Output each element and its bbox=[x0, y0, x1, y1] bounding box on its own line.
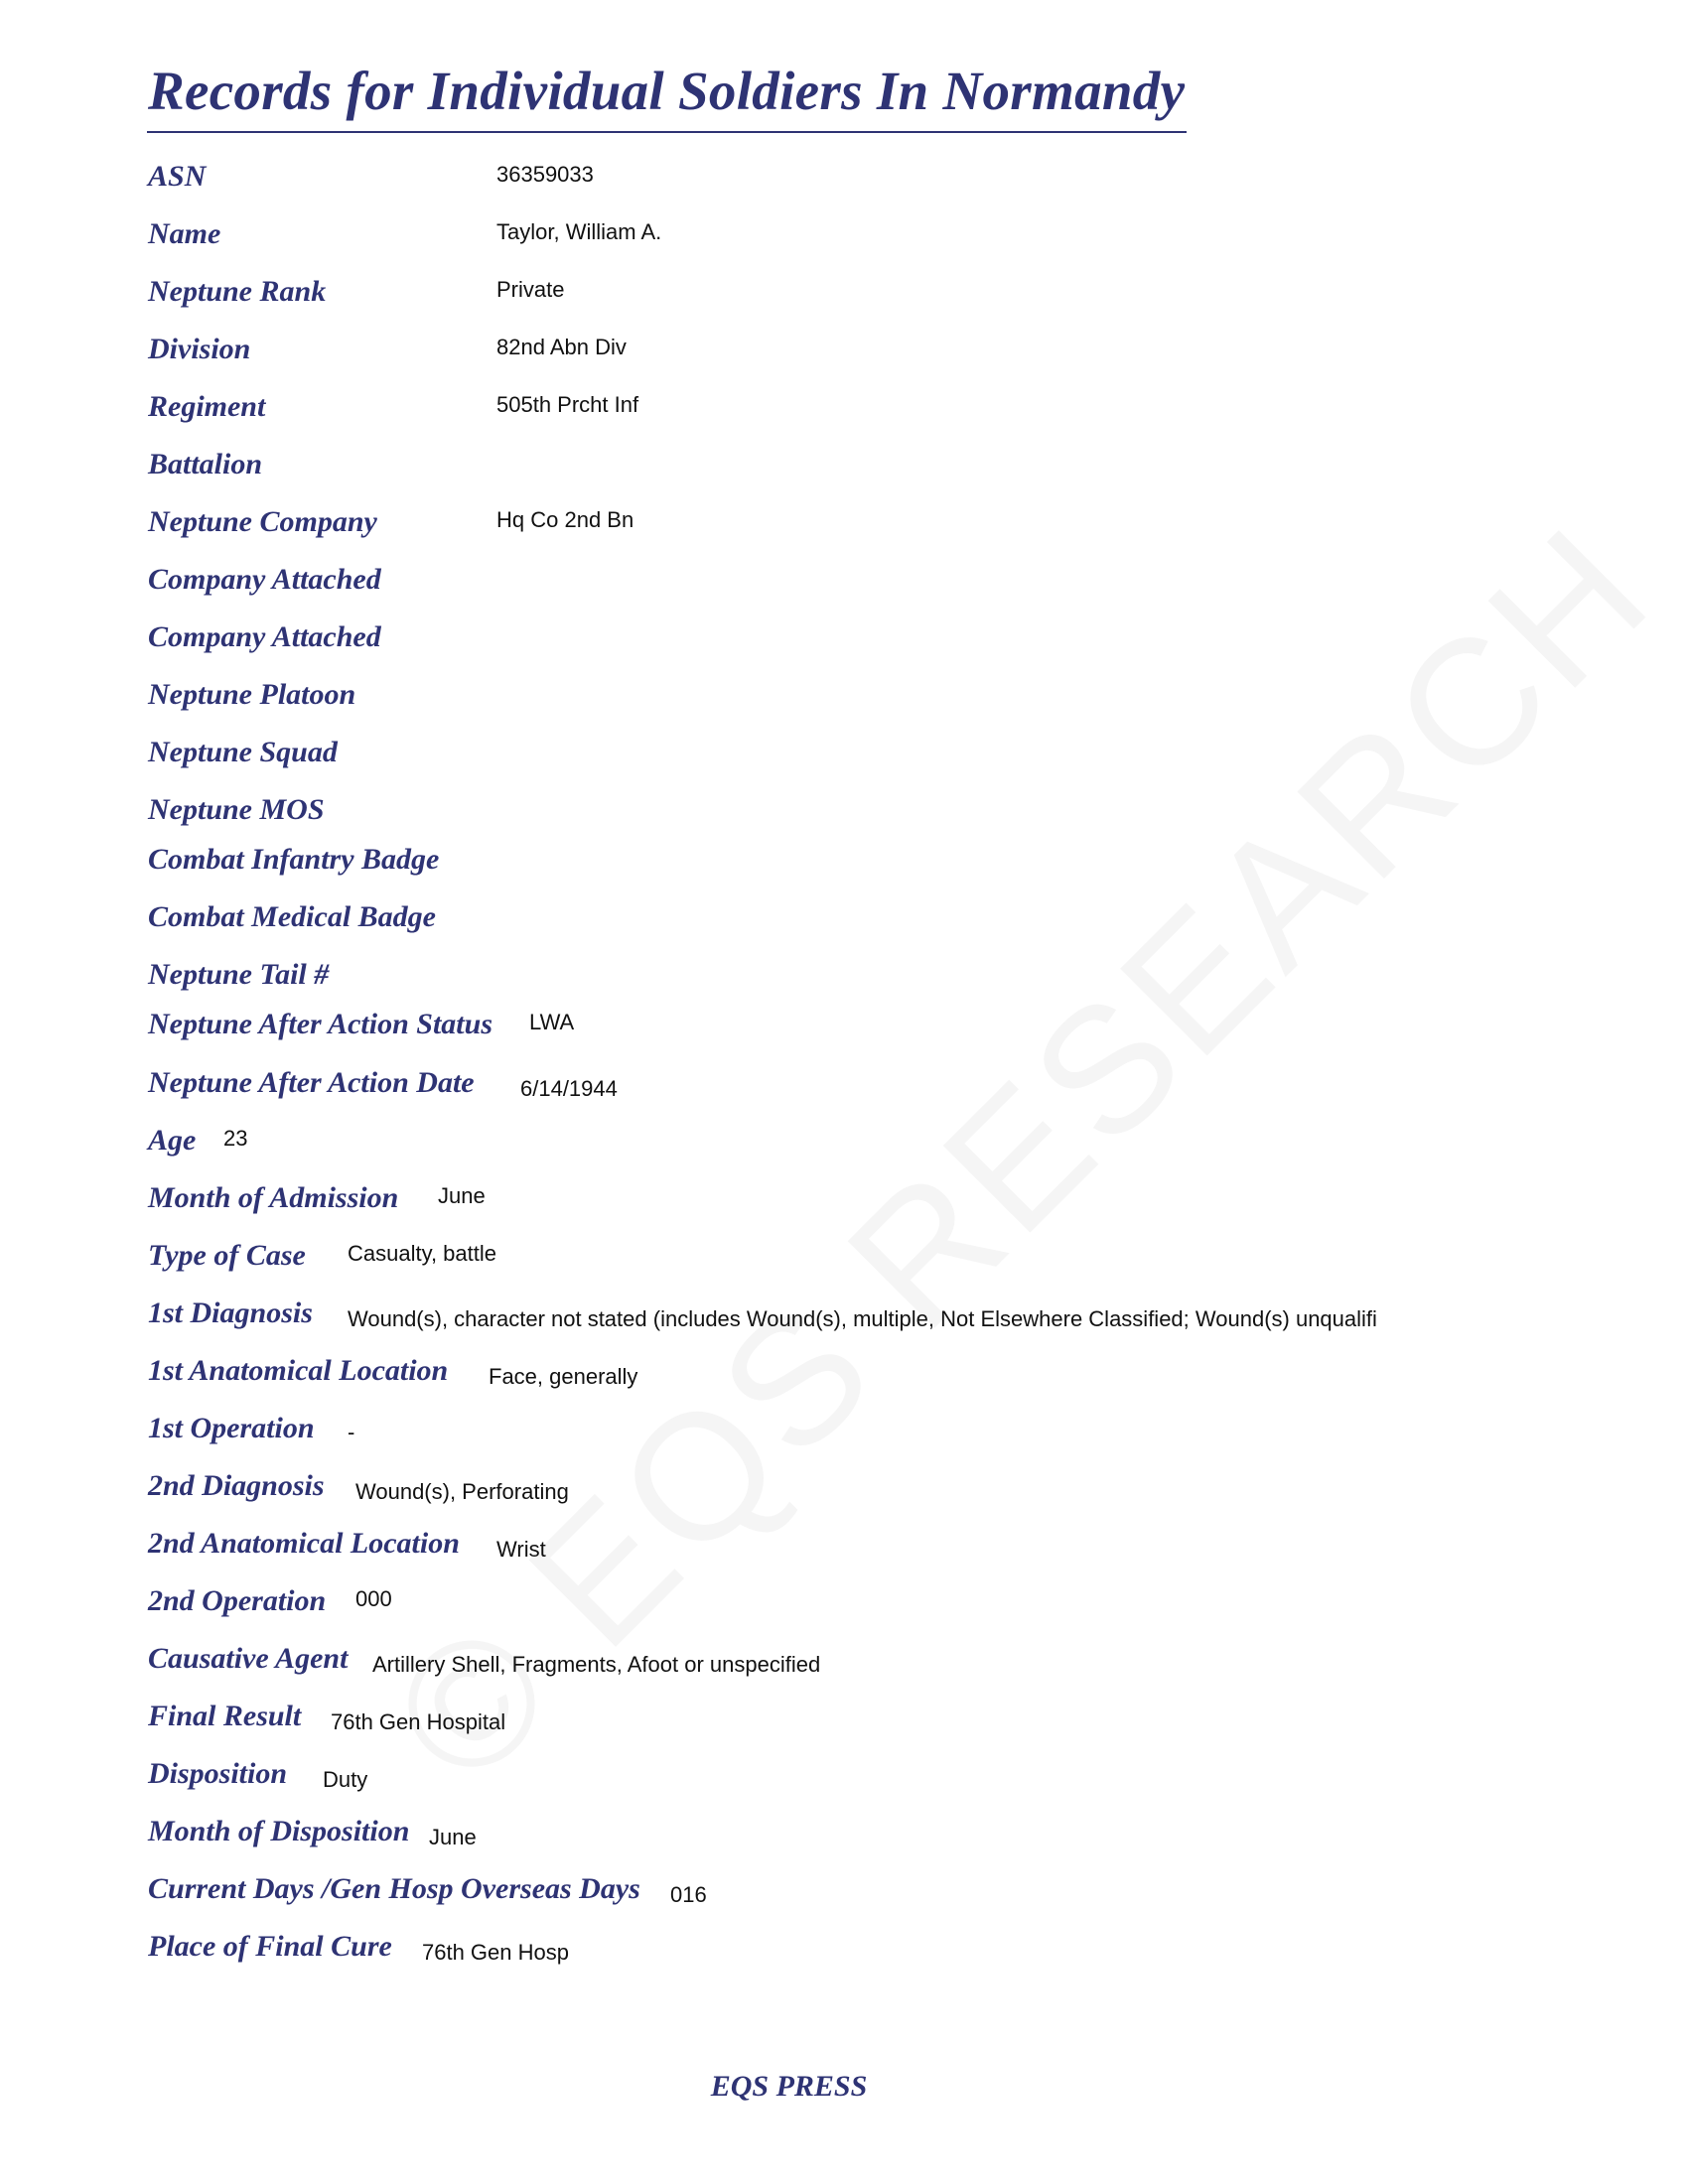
field-label-neptune-squad: Neptune Squad bbox=[148, 736, 338, 768]
field-label-type-of-case: Type of Case bbox=[148, 1239, 306, 1272]
field-label-current-days: Current Days /Gen Hosp Overseas Days bbox=[148, 1872, 640, 1905]
field-label-combat-infantry-badge: Combat Infantry Badge bbox=[148, 843, 440, 876]
field-value-2nd-anatomical-location: Wrist bbox=[496, 1537, 546, 1562]
field-label-company-attached-1: Company Attached bbox=[148, 563, 381, 596]
field-label-2nd-operation: 2nd Operation bbox=[148, 1584, 327, 1617]
field-value-month-of-disposition: June bbox=[429, 1825, 477, 1849]
field-label-final-result: Final Result bbox=[148, 1700, 302, 1732]
field-value-neptune-rank: Private bbox=[496, 277, 565, 302]
page-title: Records for Individual Soldiers In Normandy bbox=[148, 61, 1186, 121]
field-value-type-of-case: Casualty, battle bbox=[348, 1241, 497, 1266]
field-label-month-of-disposition: Month of Disposition bbox=[148, 1815, 410, 1847]
field-value-after-action-date: 6/14/1944 bbox=[520, 1076, 618, 1101]
field-value-1st-anatomical-location: Face, generally bbox=[489, 1364, 638, 1389]
field-label-place-of-final-cure: Place of Final Cure bbox=[148, 1930, 392, 1963]
field-label-1st-anatomical-location: 1st Anatomical Location bbox=[148, 1354, 449, 1387]
field-value-after-action-status: LWA bbox=[529, 1010, 575, 1034]
field-label-regiment: Regiment bbox=[148, 390, 266, 423]
field-label-name: Name bbox=[148, 217, 221, 250]
field-label-age: Age bbox=[148, 1124, 197, 1157]
field-value-age: 23 bbox=[223, 1126, 248, 1151]
field-label-division: Division bbox=[148, 333, 251, 365]
field-value-month-of-admission: June bbox=[438, 1183, 486, 1208]
field-label-company-attached-2: Company Attached bbox=[148, 620, 381, 653]
field-value-neptune-company: Hq Co 2nd Bn bbox=[496, 507, 634, 532]
field-label-asn: ASN bbox=[148, 160, 207, 193]
field-value-disposition: Duty bbox=[323, 1767, 368, 1792]
field-label-1st-operation: 1st Operation bbox=[148, 1412, 315, 1444]
field-value-1st-diagnosis: Wound(s), character not stated (includes Wound(s), multiple, Not Elsewhere Classified; Wound(s) unqualifi bbox=[348, 1306, 1377, 1331]
field-value-1st-operation: - bbox=[348, 1420, 355, 1444]
field-label-neptune-mos: Neptune MOS bbox=[148, 793, 325, 826]
footer-publisher: EQS PRESS bbox=[710, 2070, 868, 2103]
field-label-neptune-platoon: Neptune Platoon bbox=[148, 678, 356, 711]
field-value-name: Taylor, William A. bbox=[496, 219, 662, 244]
field-label-2nd-diagnosis: 2nd Diagnosis bbox=[148, 1469, 325, 1502]
field-value-asn: 36359033 bbox=[496, 162, 594, 187]
field-label-neptune-company: Neptune Company bbox=[148, 505, 377, 538]
field-value-place-of-final-cure: 76th Gen Hosp bbox=[422, 1940, 569, 1965]
field-value-regiment: 505th Prcht Inf bbox=[496, 392, 639, 417]
field-value-2nd-diagnosis: Wound(s), Perforating bbox=[355, 1479, 569, 1504]
field-label-combat-medical-badge: Combat Medical Badge bbox=[148, 900, 436, 933]
field-value-causative-agent: Artillery Shell, Fragments, Afoot or unspecified bbox=[372, 1652, 821, 1677]
field-label-battalion: Battalion bbox=[148, 448, 263, 480]
field-label-after-action-status: Neptune After Action Status bbox=[148, 1008, 492, 1040]
field-value-2nd-operation: 000 bbox=[355, 1586, 392, 1611]
watermark bbox=[352, 486, 1688, 1823]
field-label-after-action-date: Neptune After Action Date bbox=[148, 1066, 475, 1099]
field-label-2nd-anatomical-location: 2nd Anatomical Location bbox=[148, 1527, 460, 1560]
field-label-1st-diagnosis: 1st Diagnosis bbox=[148, 1297, 313, 1329]
field-value-final-result: 76th Gen Hospital bbox=[331, 1709, 506, 1734]
field-label-causative-agent: Causative Agent bbox=[148, 1642, 349, 1675]
field-label-disposition: Disposition bbox=[148, 1757, 288, 1790]
field-label-month-of-admission: Month of Admission bbox=[148, 1181, 399, 1214]
title-underline bbox=[147, 131, 1187, 133]
field-label-neptune-rank: Neptune Rank bbox=[148, 275, 327, 308]
field-label-neptune-tail: Neptune Tail # bbox=[148, 958, 330, 991]
field-value-current-days: 016 bbox=[670, 1882, 707, 1907]
field-value-division: 82nd Abn Div bbox=[496, 335, 627, 359]
